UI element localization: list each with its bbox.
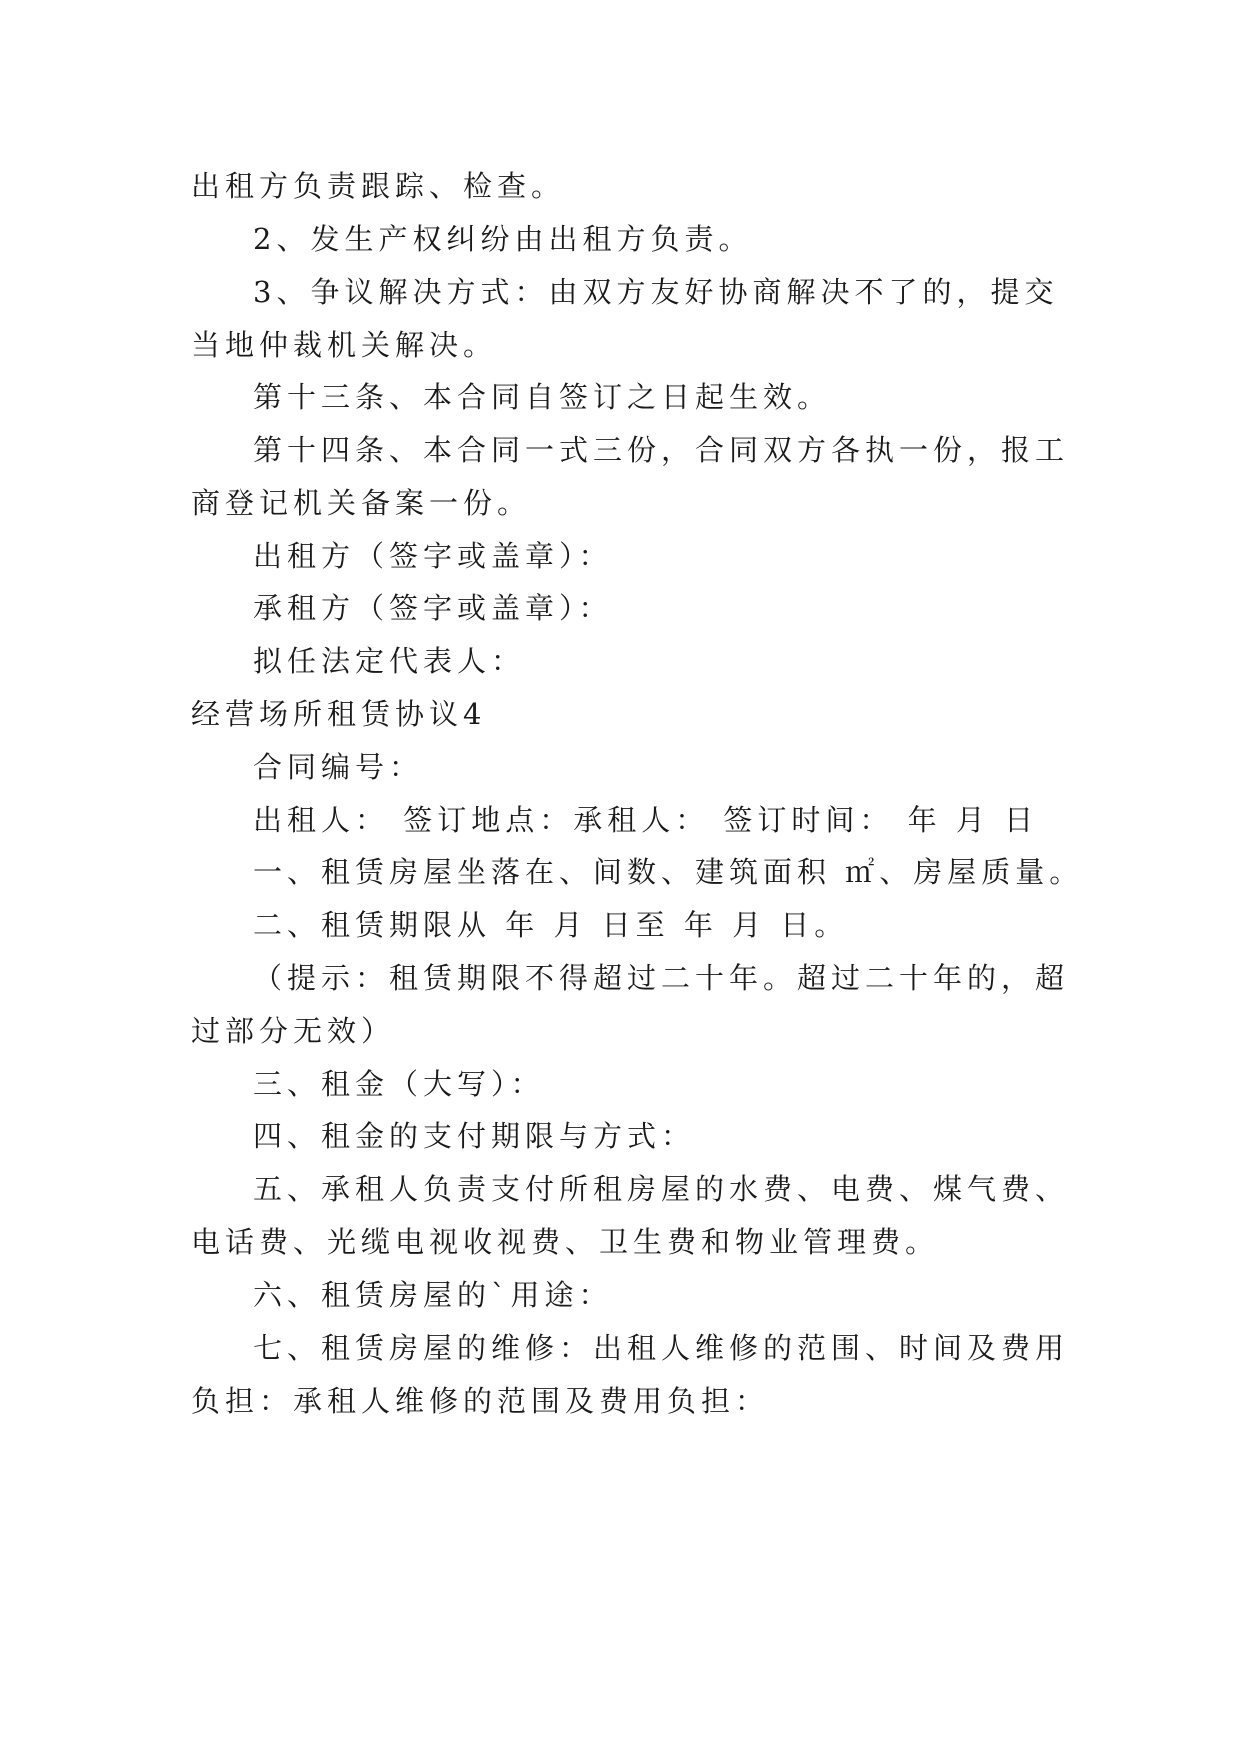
contract-number-line: 合同编号： <box>253 750 424 784</box>
text-line: 一、租赁房屋坐落在、间数、建筑面积 ㎡、房屋质量。 <box>253 855 1084 889</box>
text-line: 五、承租人负责支付所租房屋的水费、电费、煤气费、 <box>253 1172 1070 1206</box>
text-line: 二、租赁期限从 年 月 日至 年 月 日。 <box>253 908 849 942</box>
signature-line-lessee: 承租方（签字或盖章）： <box>253 591 613 625</box>
text-line: 出租人： 签订地点：承租人： 签订时间： 年 月 日 <box>253 803 1039 837</box>
text-line: （提示：租赁期限不得超过二十年。超过二十年的，超 <box>253 961 1070 995</box>
text-line: 2、发生产权纠纷由出租方负责。 <box>253 222 753 256</box>
text-line: 第十三条、本合同自签订之日起生效。 <box>253 380 832 414</box>
text-line: 电话费、光缆电视收视费、卫生费和物业管理费。 <box>191 1225 940 1259</box>
text-line: 七、租赁房屋的维修：出租人维修的范围、时间及费用 <box>253 1331 1070 1365</box>
text-line: 出租方负责跟踪、检查。 <box>191 169 566 203</box>
text-line: 过部分无效） <box>191 1014 396 1048</box>
text-line: 第十四条、本合同一式三份，合同双方各执一份，报工 <box>253 433 1070 467</box>
text-line: 四、租金的支付期限与方式： <box>253 1119 696 1153</box>
signature-line-lessor: 出租方（签字或盖章）： <box>253 539 613 573</box>
text-line: 当地仲裁机关解决。 <box>191 328 498 362</box>
text-line: 负担：承租人维修的范围及费用负担： <box>191 1384 770 1418</box>
section-title: 经营场所租赁协议4 <box>191 697 487 731</box>
text-line: 商登记机关备案一份。 <box>191 486 532 520</box>
text-line: 三、租金（大写）： <box>253 1067 545 1101</box>
text-line: 六、租赁房屋的`用途： <box>253 1278 613 1312</box>
text-line: 3、争议解决方式：由双方友好协商解决不了的，提交 <box>253 275 1059 309</box>
signature-line-representative: 拟任法定代表人： <box>253 644 526 678</box>
